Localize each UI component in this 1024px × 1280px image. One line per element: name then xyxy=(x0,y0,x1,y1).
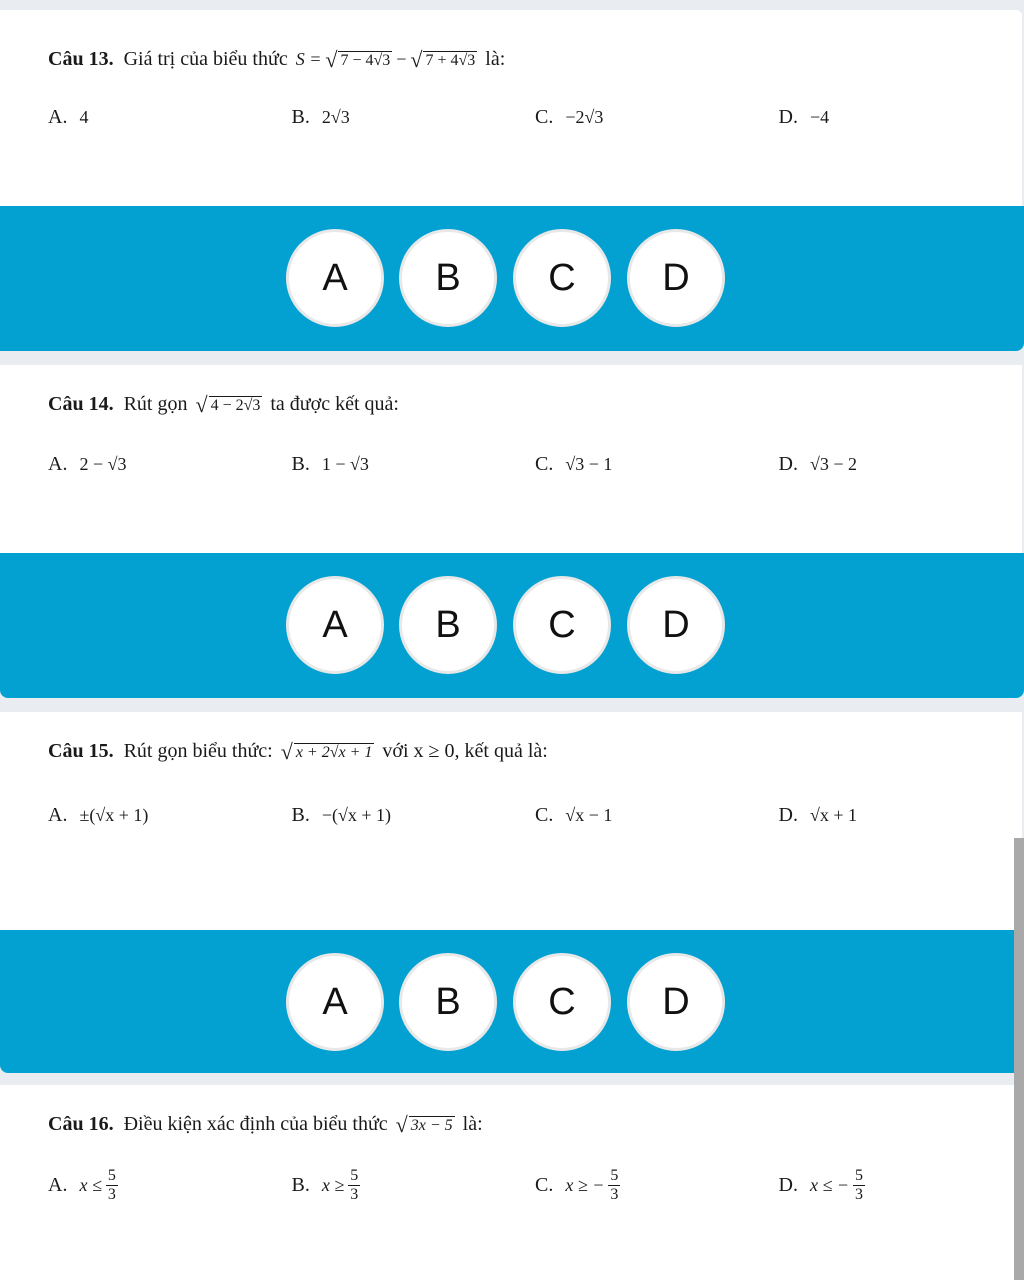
option-a: A. 2 − √3 xyxy=(48,453,127,475)
question-13-prefix: Giá trị của biểu thức xyxy=(123,48,288,70)
fraction: $\frac{5}{3}$ xyxy=(107,1167,116,1203)
question-14-suffix: ta được kết quả: xyxy=(270,393,399,415)
expr-minus: − xyxy=(396,49,407,69)
answer-band-15 xyxy=(0,930,1024,1073)
question-14-options xyxy=(48,453,1022,476)
answer-button-a[interactable]: A xyxy=(286,229,384,327)
question-15-suffix: với x ≥ 0, kết quả là: xyxy=(382,740,548,762)
question-15-number: Câu 15. xyxy=(48,740,114,762)
question-15-options xyxy=(48,804,1022,827)
question-13-options xyxy=(48,106,1022,129)
fraction: $\frac{5}{3}$ xyxy=(610,1167,619,1203)
question-16-line xyxy=(48,1113,483,1136)
answer-button-a[interactable]: A xyxy=(286,576,384,674)
question-14-line xyxy=(48,393,399,416)
question-14-expression xyxy=(195,391,262,417)
option-d: D. √x + 1 xyxy=(778,804,857,826)
answer-button-c[interactable]: C xyxy=(513,953,611,1051)
radical: √ 3x − 5 xyxy=(395,1111,453,1137)
option-c: C. √x − 1 xyxy=(535,804,613,826)
option-b: B. x ≥ $\frac{5}{3}$ xyxy=(291,1167,359,1203)
option-a: A. 4 xyxy=(48,106,89,128)
answer-button-b[interactable]: B xyxy=(399,229,497,327)
option-a: A. ±(√x + 1) xyxy=(48,804,149,826)
question-16-options xyxy=(48,1167,1022,1203)
question-13-line xyxy=(48,48,505,71)
radical-1: √ 7 − 4√3 xyxy=(325,46,391,72)
question-card-16 xyxy=(0,1085,1022,1280)
option-d: D. √3 − 2 xyxy=(778,453,857,475)
answer-band-14 xyxy=(0,553,1024,698)
question-card-13 xyxy=(0,10,1022,206)
radical: √ 4 − 2√3 xyxy=(195,391,261,417)
question-15-line xyxy=(48,740,548,763)
expr-lhs: S = xyxy=(295,49,322,69)
option-b: B. 2√3 xyxy=(291,106,350,128)
option-c: C. −2√3 xyxy=(535,106,604,128)
question-16-prefix: Điều kiện xác định của biểu thức xyxy=(123,1113,388,1135)
answer-band-13 xyxy=(0,206,1024,351)
question-14-number: Câu 14. xyxy=(48,393,114,415)
scrollbar-thumb[interactable] xyxy=(1014,838,1024,1280)
question-card-14 xyxy=(0,365,1022,553)
option-c: C. x ≥ − $\frac{5}{3}$ xyxy=(535,1167,619,1203)
option-b: B. 1 − √3 xyxy=(291,453,369,475)
question-15-expression xyxy=(280,738,375,764)
option-d: D. −4 xyxy=(778,106,830,128)
option-a: A. x ≤ $\frac{5}{3}$ xyxy=(48,1167,116,1203)
answer-button-d[interactable]: D xyxy=(627,953,725,1051)
question-16-suffix: là: xyxy=(462,1113,483,1135)
question-card-15 xyxy=(0,712,1022,930)
option-d: D. x ≤ − $\frac{5}{3}$ xyxy=(778,1167,863,1203)
question-13-number: Câu 13. xyxy=(48,48,114,70)
answer-button-a[interactable]: A xyxy=(286,953,384,1051)
question-14-prefix: Rút gọn xyxy=(123,393,188,415)
question-13-suffix: là: xyxy=(485,48,506,70)
option-c: C. √3 − 1 xyxy=(535,453,613,475)
radical-2: √ 7 + 4√3 xyxy=(410,46,476,72)
option-b: B. −(√x + 1) xyxy=(291,804,392,826)
fraction: $\frac{5}{3}$ xyxy=(350,1167,359,1203)
question-16-number: Câu 16. xyxy=(48,1113,114,1135)
answer-button-b[interactable]: B xyxy=(399,576,497,674)
answer-button-b[interactable]: B xyxy=(399,953,497,1051)
question-15-prefix: Rút gọn biểu thức: xyxy=(123,740,273,762)
answer-button-d[interactable]: D xyxy=(627,576,725,674)
answer-button-d[interactable]: D xyxy=(627,229,725,327)
answer-button-c[interactable]: C xyxy=(513,229,611,327)
fraction: $\frac{5}{3}$ xyxy=(854,1167,863,1203)
radical: √ x + 2√x + 1 xyxy=(280,738,373,764)
question-16-expression xyxy=(395,1111,455,1137)
question-13-expression xyxy=(295,46,478,72)
answer-button-c[interactable]: C xyxy=(513,576,611,674)
